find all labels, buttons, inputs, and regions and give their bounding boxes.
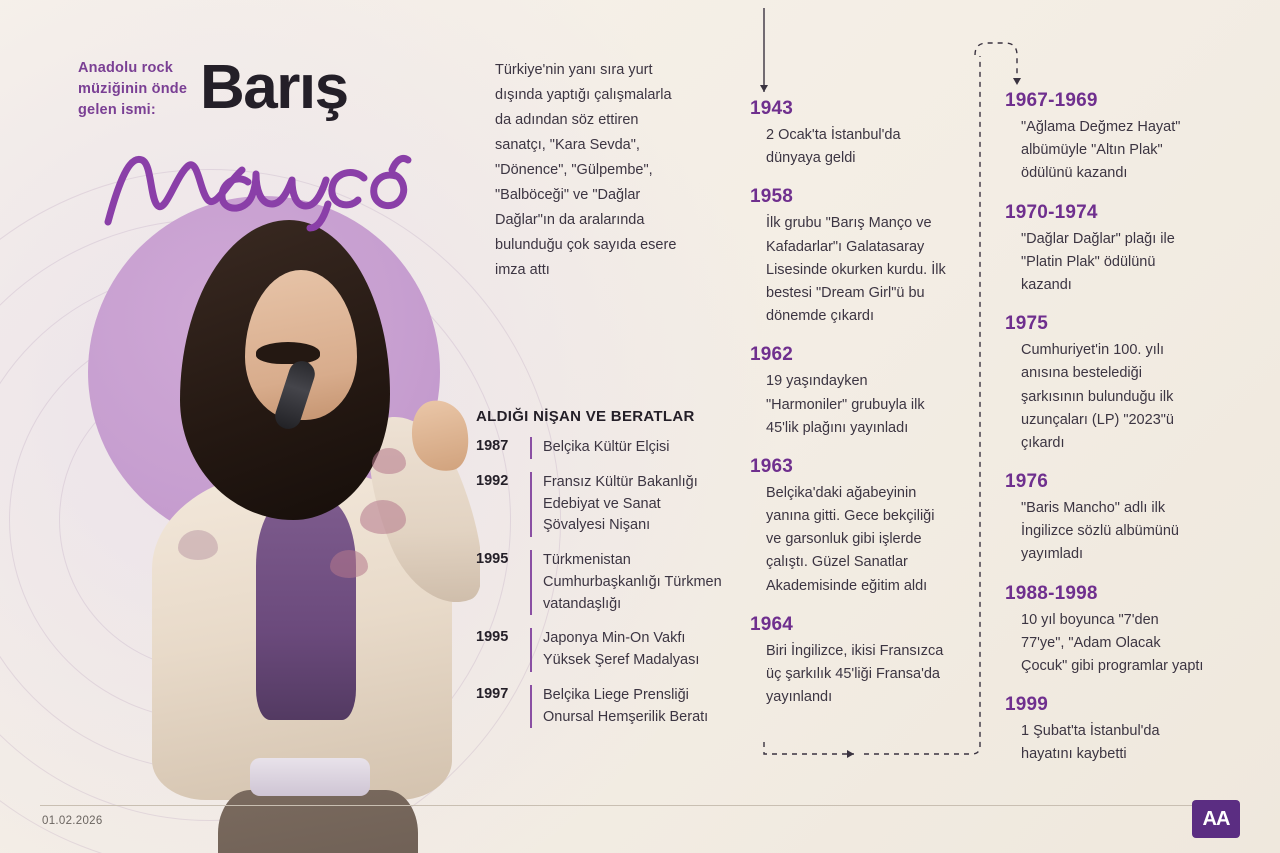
footer-divider bbox=[40, 805, 1200, 806]
timeline-item bbox=[1005, 313, 1205, 455]
timeline-item bbox=[1005, 694, 1205, 766]
timeline-item bbox=[1005, 202, 1205, 298]
timeline-item bbox=[750, 98, 950, 170]
timeline-year: 1970-1974 bbox=[1005, 201, 1098, 223]
timeline-year: 1963 bbox=[750, 455, 794, 477]
agency-logo: AA bbox=[1192, 800, 1240, 838]
timeline-year: 1958 bbox=[750, 186, 794, 208]
timeline-column-left bbox=[750, 98, 950, 725]
award-divider bbox=[530, 472, 532, 537]
award-year: 1995 bbox=[476, 629, 509, 646]
timeline-text: Belçika'daki ağabeyinin yanına gitti. Gece bekçiliği ve garsonluk gibi işlerde çalıştı. Güzel Sanatlar Akademisinde eğitim aldı bbox=[766, 484, 935, 594]
timeline-text: "Ağlama Değmez Hayat" albümüyle "Altın Plak" ödülünü kazandı bbox=[1021, 119, 1181, 182]
timeline-year: 1962 bbox=[750, 344, 794, 366]
award-text: Fransız Kültür Bakanlığı Edebiyat ve Sanat Şövalyesi Nişanı bbox=[543, 473, 698, 534]
award-text: Belçika Kültür Elçisi bbox=[543, 439, 670, 455]
awards-block bbox=[476, 408, 724, 741]
award-row bbox=[476, 472, 724, 537]
timeline-year: 1988-1998 bbox=[1005, 582, 1098, 604]
award-year: 1995 bbox=[476, 551, 509, 567]
timeline-text: İlk grubu "Barış Manço ve Kafadarlar"ı Galatasaray Lisesinde okurken kurdu. İlk bestesi "Dream Girl"ü bu dönemde çıkardı bbox=[766, 215, 946, 325]
timeline-text: "Baris Mancho" adlı ilk İngilizce sözlü albümünü yayımladı bbox=[1021, 500, 1179, 563]
timeline-text: Biri İngilizce, ikisi Fransızca üç şarkılık 45'liği Fransa'da yayınlandı bbox=[766, 642, 944, 706]
timeline-year: 1975 bbox=[1005, 313, 1049, 335]
timeline-column-right bbox=[1005, 90, 1205, 783]
award-year: 1992 bbox=[476, 472, 509, 489]
award-divider bbox=[530, 437, 532, 459]
timeline-year: 1976 bbox=[1005, 471, 1049, 493]
signature-name bbox=[96, 130, 436, 240]
timeline-text: 19 yaşındayken "Harmoniler" grubuyla ilk 45'lik plağını yayınladı bbox=[766, 373, 925, 436]
award-year: 1997 bbox=[476, 685, 509, 702]
awards-title: ALDIĞI NİŞAN VE BERATLAR bbox=[476, 408, 695, 425]
timeline-text: 2 Ocak'ta İstanbul'da dünyaya geldi bbox=[766, 127, 901, 167]
award-row bbox=[476, 437, 724, 459]
timeline-year: 1964 bbox=[750, 613, 794, 635]
award-row bbox=[476, 628, 724, 672]
timeline-year: 1943 bbox=[750, 98, 794, 119]
timeline-item bbox=[750, 344, 950, 440]
timeline-item bbox=[1005, 471, 1205, 567]
award-row bbox=[476, 685, 724, 729]
timeline-item bbox=[750, 456, 950, 598]
timeline-year: 1967-1969 bbox=[1005, 90, 1098, 111]
award-divider bbox=[530, 550, 532, 615]
award-divider bbox=[530, 628, 532, 672]
award-text: Türkmenistan Cumhurbaşkanlığı Türkmen vatandaşlığı bbox=[543, 552, 722, 612]
timeline-item bbox=[750, 186, 950, 328]
timeline-text: "Dağlar Dağlar" plağı ile "Platin Plak" ödülünü kazandı bbox=[1021, 230, 1175, 293]
award-text: Japonya Min-On Vakfı Yüksek Şeref Madalyası bbox=[543, 630, 700, 668]
award-year: 1987 bbox=[476, 438, 509, 454]
kicker-text: Anadolu rock müziğinin önde gelen ismi: bbox=[78, 60, 188, 119]
timeline-year: 1999 bbox=[1005, 694, 1049, 716]
artist-photo bbox=[60, 200, 480, 853]
timeline-item bbox=[1005, 583, 1205, 679]
page-title: Barış bbox=[200, 53, 348, 122]
award-divider bbox=[530, 685, 532, 729]
award-text: Belçika Liege Prensliği Onursal Hemşerilik Beratı bbox=[543, 686, 709, 725]
intro-paragraph: Türkiye'nin yanı sıra yurt dışında yaptığı çalışmalarla da adından söz ettiren sanatçı, "Kara Sevda", "Dönence", "Gülpembe", "Balböceği" ve "Dağlar Dağlar"ın da aralarında bulunduğu çok sayıda esere imza attı bbox=[495, 62, 677, 278]
timeline-text: 10 yıl boyunca "7'den 77'ye", "Adam Olacak Çocuk" gibi programlar yaptı bbox=[1021, 611, 1204, 674]
timeline-text: 1 Şubat'ta İstanbul'da hayatını kaybetti bbox=[1021, 723, 1160, 763]
timeline-text: Cumhuriyet'in 100. yılı anısına bestelediği şarkısının bulunduğu ilk uzunçaları (LP) "2023"ü çıkardı bbox=[1021, 342, 1174, 451]
award-row bbox=[476, 550, 724, 615]
timeline-item bbox=[750, 614, 950, 710]
footer-date: 01.02.2026 bbox=[42, 815, 103, 827]
timeline-item bbox=[1005, 90, 1205, 186]
